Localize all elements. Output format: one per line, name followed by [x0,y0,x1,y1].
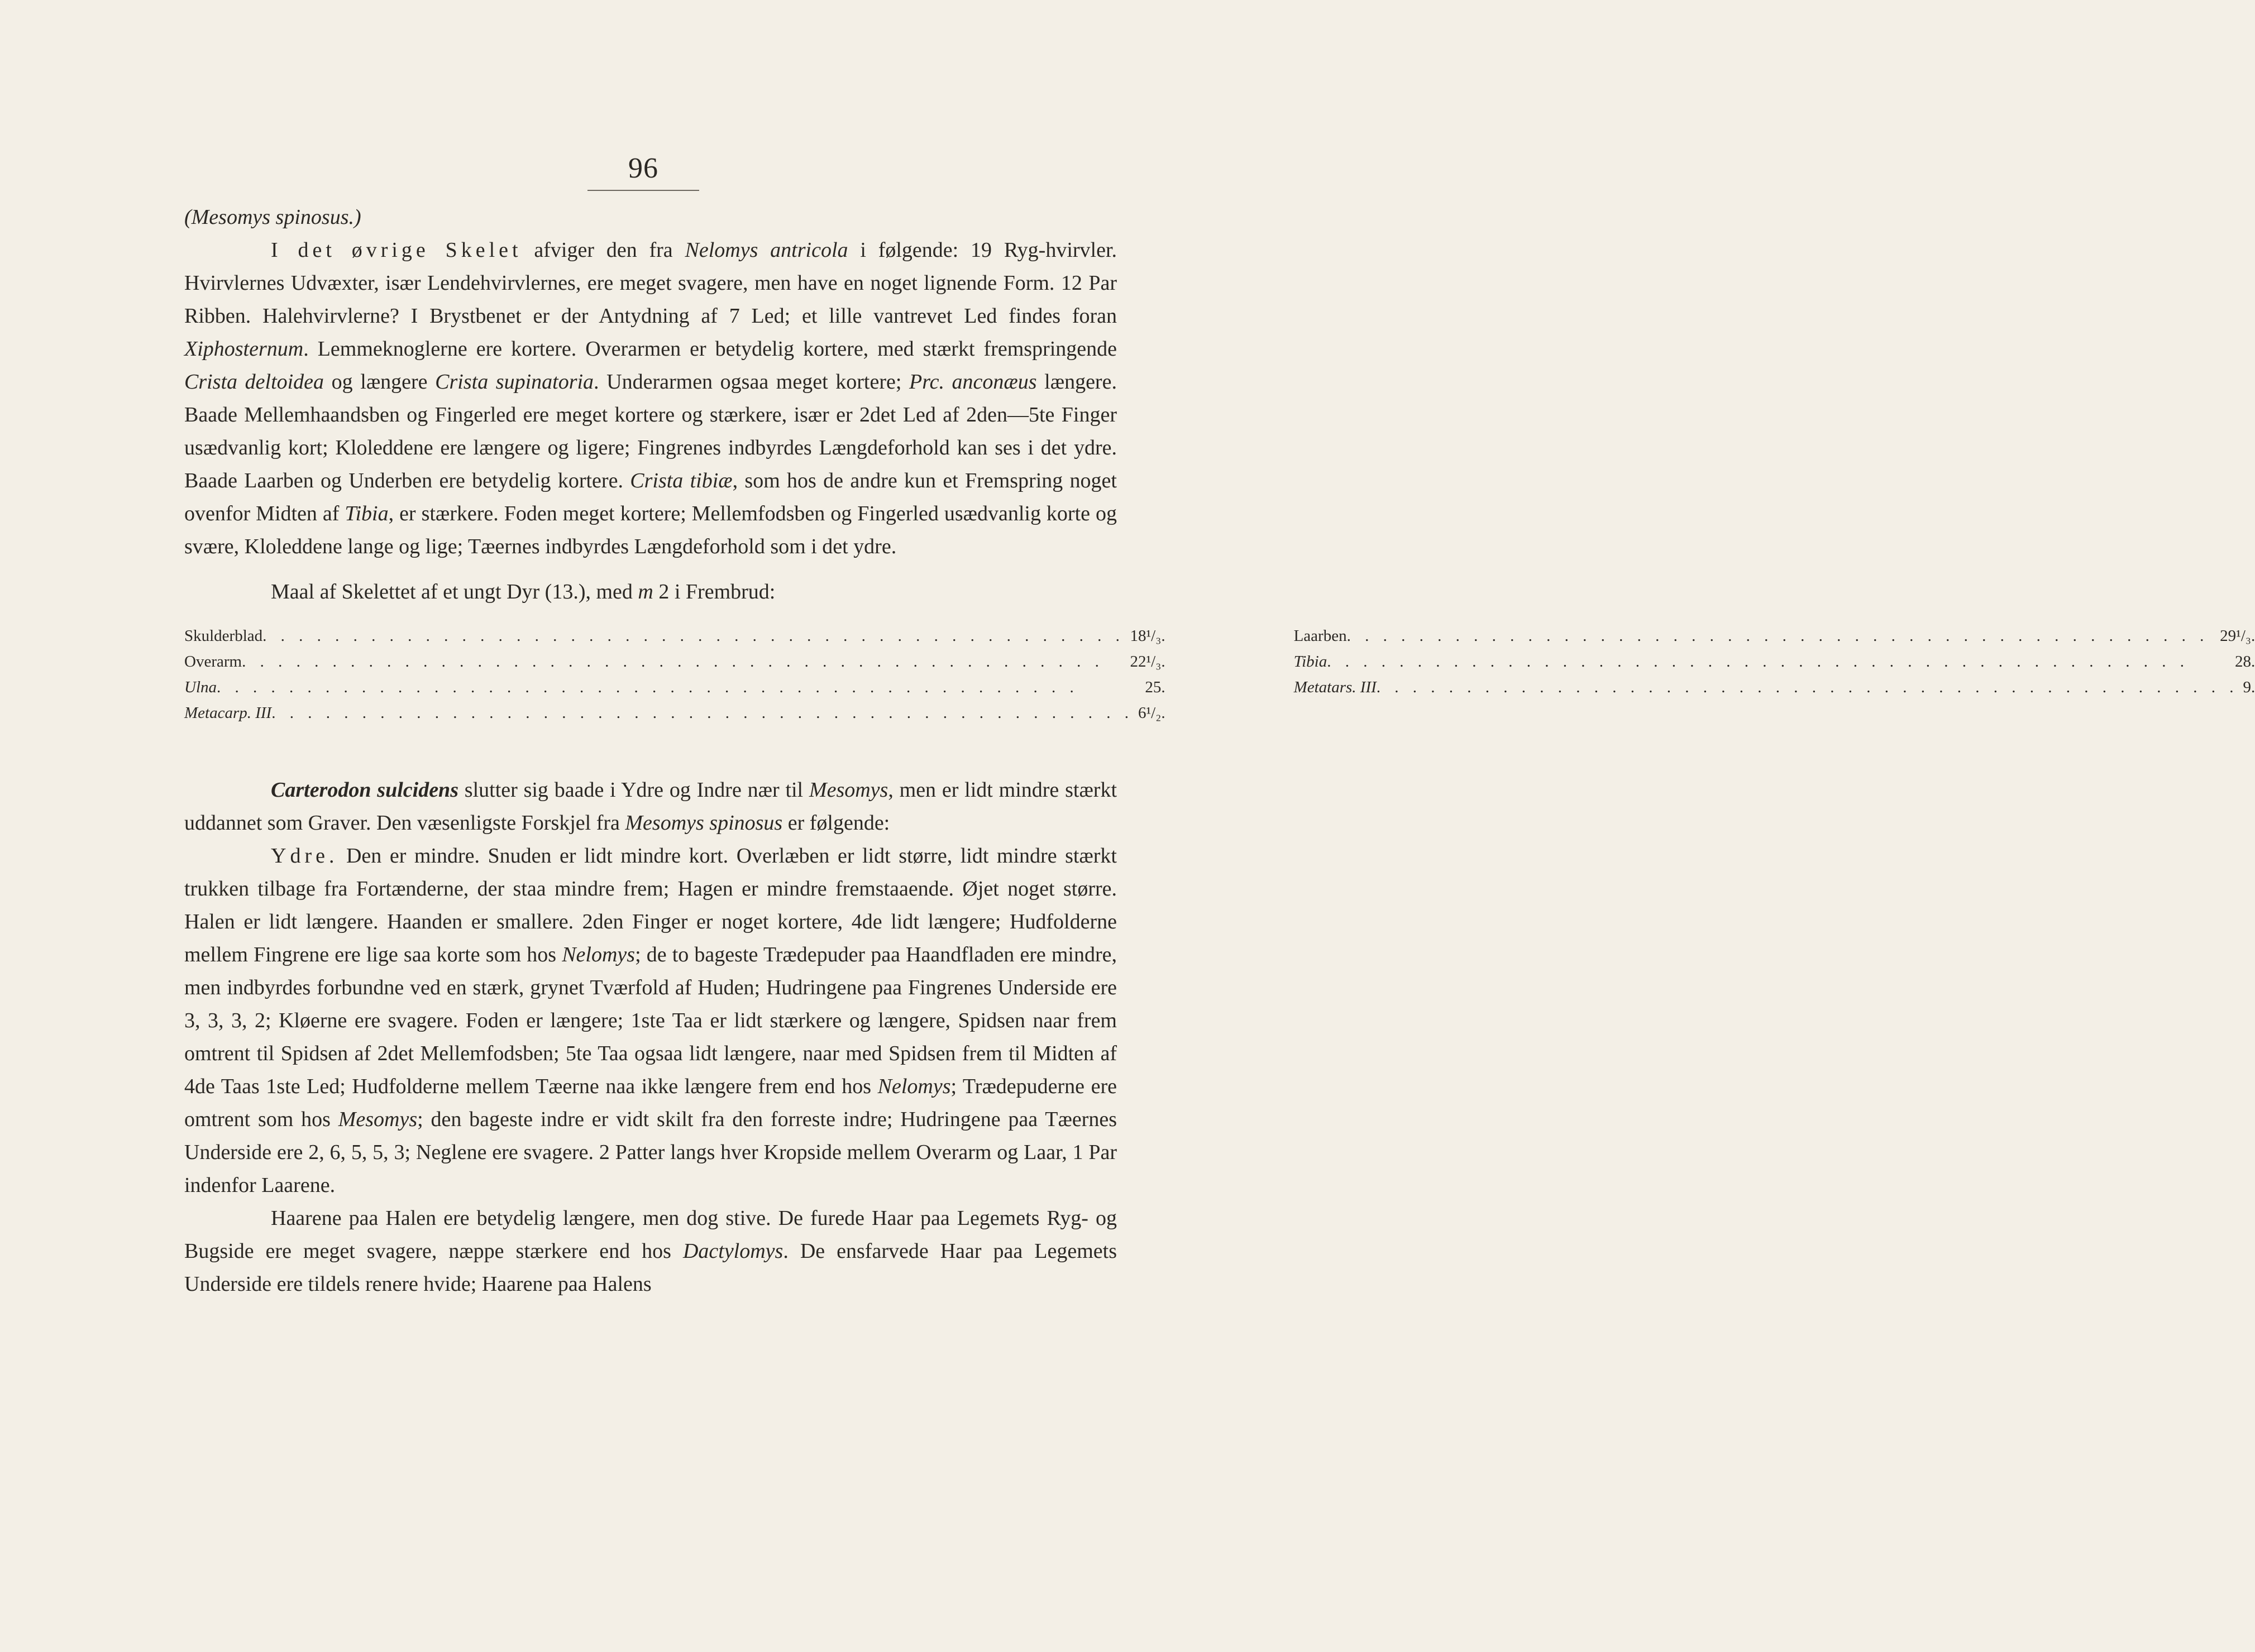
taxon-name: Mesomys [338,1108,418,1131]
measurement-label: Ulna [184,678,217,696]
measurement-row [1294,674,2255,700]
measurements-table [184,623,2255,726]
leader-dots [1377,674,2239,700]
leader-dots [1327,649,2230,674]
leader-dots [262,623,1125,649]
anatomy-term: Crista supinatoria [435,370,594,394]
taxon-name: Mesomys [809,778,888,802]
measurement-row [184,700,1165,726]
leader-dots [242,649,1125,674]
taxon-name: Mesomys spinosus [625,811,783,835]
taxon-name: Nelomys [562,943,636,966]
measurement-row [184,674,1165,700]
body-text [184,201,2255,1301]
measures-heading [184,576,1117,609]
page-number: 96 [628,152,658,184]
measurement-value: 28. [2235,653,2255,671]
measurements-column-right [1294,623,2255,726]
taxon-name: Dactylomys [682,1239,783,1263]
anatomy-term: Xiphosternum [184,337,304,361]
paragraph-carterodon [184,774,1117,840]
taxon-name: Nelomys antricola [685,238,848,262]
text-run: . Underarmen ogsaa meget kortere; [594,370,909,394]
text-run: ; de to bageste Trædepuder paa Haandfladen ere mindre, men indbyrdes forbundne ved en stærk, grynet Tværfold af Huden; Hudringene paa Fingrenes Underside ere 3, 3, 3, 2; Kløerne ere svagere. Foden er længere; 1ste Taa er lidt stærkere og længere, Spidsen naar frem omtrent til Spidsen af 2det Mellemfodsben; 5te Taa ogsaa lidt længere, naar med Spidsen frem til Midten af 4de Taas 1ste Led; Hudfolderne mellem Tæerne naa ikke længere frem end hos [184,943,1117,1098]
text-run: er følgende: [782,811,890,835]
text-run: . Lemmeknoglerne ere kortere. Overarmen er betydelig kortere, med stærkt fremspringende [303,337,1117,361]
anatomy-term: Tibia [345,502,389,525]
measurement-row [1294,623,2255,649]
measurement-label: Metacarp. III [184,704,272,722]
text-run: slutter sig baade i Ydre og Indre nær til [458,778,809,802]
page-number-rule [587,190,699,191]
measurement-row [1294,649,2255,674]
measurement-label: Overarm [184,653,242,671]
measurement-value: 18¹/₃. [1130,627,1165,645]
anatomy-term: Crista deltoidea [184,370,324,394]
text-run: Haarene paa Halen ere betydelig længere, men dog stive. De furede Haar paa Legemets Ryg- og Bugside ere meget svagere, næppe stærkere end hos [184,1206,1117,1263]
anatomy-term: Crista tibiæ [630,469,733,492]
text-run: ; den bageste indre er vidt skilt fra den forreste indre; Hudringene paa Tæernes Underside ere 2, 6, 5, 5, 3; Neglene ere svagere. 2 Patter langs hver Kropside mellem Overarm og Laar, 1 Par indenfor Laarene. [184,1108,1117,1197]
measurement-value: 9. [2243,678,2255,696]
text-run: 2 i Frembrud: [653,580,776,604]
paragraph-skeleton [184,234,1117,563]
text-run: afviger den fra [522,238,685,262]
measurement-value: 22¹/₃. [1130,653,1165,671]
text-run: ; Trædepuderne ere omtrent som hos [184,1075,1117,1131]
leader-dots [217,674,1140,700]
tooth-label: m [638,580,653,604]
measurements-column-left [184,623,1165,726]
text-run: i følgende: 19 Ryg-hvirvler. Hvirvlernes Udvæxter, især Lendehvirvlernes, ere meget svagere, men have en noget lignende Form. 12 Par Ribben. Halehvirvlerne? I Brystbenet er der Antydning af 7 Led; et lille vantrevet Led findes foran [184,238,1117,328]
measurement-label: Metatars. III [1293,678,1377,696]
running-head-text: (Mesomys spinosus.) [184,205,361,229]
paragraph-hair [184,1202,1117,1301]
text-run: . De ensfarvede Haar paa Legemets Underside ere tildels renere hvide; Haarene paa Halens [184,1239,1117,1296]
measurement-row [184,623,1165,649]
text-run: Den er mindre. Snuden er lidt mindre kort. Overlæben er lidt større, lidt mindre stærkt trukken tilbage fra Fortænderne, der staa mindre frem; Hagen er mindre fremstaaende. Øjet noget større. Halen er lidt længere. Haanden er smallere. 2den Finger er noget kortere, 4de lidt længere; Hudfolderne mellem Fingrene ere lige saa korte som hos [184,844,1117,966]
text-run: og længere [324,370,436,394]
measurement-label: Laarben [1293,627,1347,645]
paragraph-external [184,840,1117,1202]
text-run: , er stærkere. Foden meget kortere; Mellemfodsben og Fingerled usædvanlig korte og svære, Kloleddene lange og lige; Tæernes indbyrdes Længdeforhold som i det ydre. [184,502,1117,558]
measurement-label: Skulderblad [184,627,263,645]
running-head [184,201,1117,234]
measurement-value: 25. [1145,678,1165,696]
paragraph-lead: I det øvrige Skelet [271,238,522,262]
measurement-value: 29¹/₃. [2220,627,2255,645]
text-run: længere. Baade Mellemhaandsben og Fingerled ere meget kortere og stærkere, især er 2det Led af 2den—5te Finger usædvanlig kort; Kloleddene ere længere og ligere; Fingrenes indbyrdes Længdeforhold kan ses i det ydre. Baade Laarben og Underben ere betydelig kortere. [184,370,1117,492]
text-run: Maal af Skelettet af et ungt Dyr (13.), med [271,580,638,604]
paragraph-lead: Ydre. [271,844,338,868]
taxon-name: Nelomys [877,1075,951,1098]
leader-dots [1347,623,2216,649]
leader-dots [271,700,1134,726]
measurement-label: Tibia [1293,653,1327,671]
text-run: , som hos de andre kun et Fremspring noget ovenfor Midten af [184,469,1117,525]
anatomy-term: Prc. anconæus [909,370,1037,394]
measurement-value: 6¹/₂. [1138,704,1165,722]
text-run: , men er lidt mindre stærkt uddannet som Graver. Den væsenligste Forskjel fra [184,778,1117,835]
taxon-name: Carterodon sulcidens [271,778,458,802]
measurement-row [184,649,1165,674]
